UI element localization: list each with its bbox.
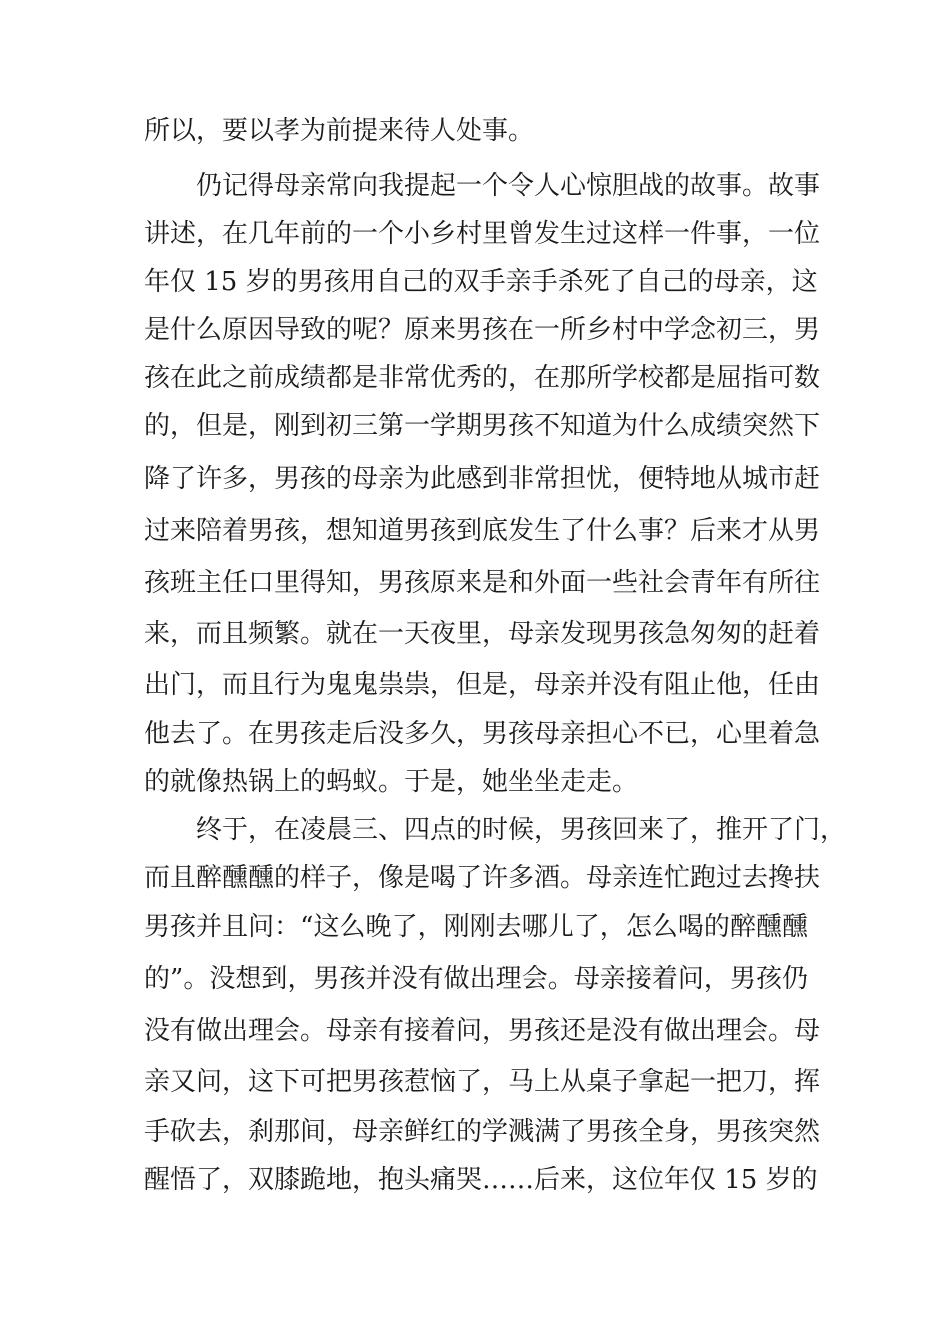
text-line: 孩班主任口里得知，男孩原来是和外面一些社会青年有所往 [144,568,821,598]
text-line: 年仅 15 岁的男孩用自己的双手亲手杀死了自己的母亲，这 [144,267,818,297]
text-line: 醒悟了，双膝跪地，抱头痛哭……后来，这位年仅 15 岁的 [144,1165,818,1195]
text-line: 亲又问，这下可把男孩惹恼了，马上从桌子拿起一把刀，挥 [144,1067,821,1097]
text-line: 没有做出理会。母亲有接着问，男孩还是没有做出理会。母 [144,1016,821,1046]
text-line: 出门，而且行为鬼鬼祟祟，但是，母亲并没有阻止他，任由 [144,670,821,700]
text-line: 的就像热锅上的蚂蚁。于是，她坐坐走走。 [144,767,639,797]
text-line: 仍记得母亲常向我提起一个令人心惊胆战的故事。故事 [144,171,821,201]
text-line: 男孩并且问：“这么晚了，刚刚去哪儿了，怎么喝的醉醺醺 [144,912,808,942]
text-line: 讲述，在几年前的一个小乡村里曾发生过这样一件事，一位 [144,219,821,249]
text-line: 来，而且频繁。就在一天夜里，母亲发现男孩急匆匆的赶着 [144,619,821,649]
text-line: 他去了。在男孩走后没多久，男孩母亲担心不已，心里着急 [144,719,821,749]
text-line: 是什么原因导致的呢？原来男孩在一所乡村中学念初三，男 [144,315,821,345]
text-line: 所以，要以孝为前提来待人处事。 [144,116,535,146]
text-line: 终于，在凌晨三、四点的时候，男孩回来了，推开了门， [144,815,847,845]
text-line: 过来陪着男孩，想知道男孩到底发生了什么事？后来才从男 [144,516,821,546]
text-line: 孩在此之前成绩都是非常优秀的，在那所学校都是屈指可数 [144,363,821,393]
text-line: 降了许多，男孩的母亲为此感到非常担忧，便特地从城市赶 [144,464,821,494]
text-line: 手砍去，刹那间，母亲鲜红的学溅满了男孩全身，男孩突然 [144,1117,821,1147]
text-line: 的，但是，刚到初三第一学期男孩不知道为什么成绩突然下 [144,411,821,441]
text-line: 而且醉醺醺的样子，像是喝了许多酒。母亲连忙跑过去搀扶 [144,863,821,893]
text-line: 的”。没想到，男孩并没有做出理会。母亲接着问，男孩仍 [144,964,808,994]
